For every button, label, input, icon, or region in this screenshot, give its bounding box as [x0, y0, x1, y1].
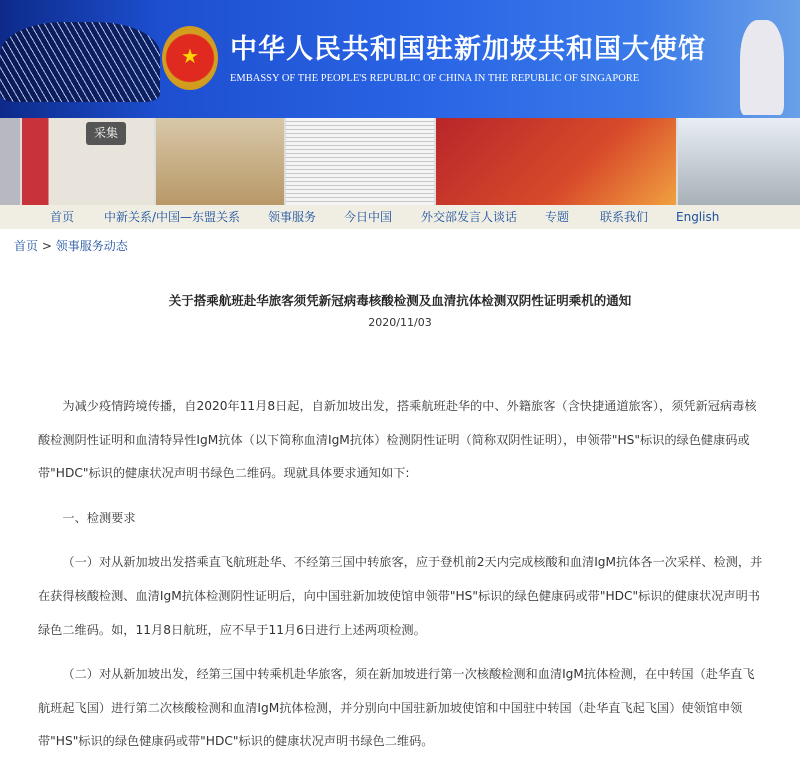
carousel-photo[interactable] — [0, 118, 20, 205]
breadcrumb-home[interactable]: 首页 — [14, 239, 39, 253]
main-nav — [0, 205, 800, 229]
merlion-image — [740, 20, 784, 115]
site-title-cn: 中华人民共和国驻新加坡共和国大使馆 — [230, 34, 706, 65]
breadcrumb-current[interactable]: 领事服务动态 — [55, 239, 128, 253]
carousel-photo[interactable] — [436, 118, 676, 205]
article-date: 2020/11/03 — [368, 316, 432, 329]
section-heading: 一、检测要求 — [62, 510, 136, 525]
carousel-photo[interactable] — [678, 118, 800, 205]
national-emblem-icon: ★ — [162, 26, 218, 90]
nav-contact-us[interactable]: 联系我们 — [600, 210, 649, 224]
nav-home[interactable]: 首页 — [50, 210, 75, 224]
article-paragraph: （二）对从新加坡出发，经第三国中转乘机赴华旅客，须在新加坡进行第一次核酸检测和血清IgM抗体检测，在中转国（赴华直飞航班起飞国）进行第二次核酸检测和血清IgM抗体检测，并分别向中国驻新加坡使馆和中国驻中转国（赴华直飞起飞国）使领馆申领带"HS"标识的绿色健康码或带"HDC"标识的健康状况声明书绿色二维码。 — [38, 667, 755, 749]
breadcrumb — [14, 238, 128, 254]
nav-consular-services[interactable]: 领事服务 — [268, 210, 317, 224]
nav-china-singapore-relations[interactable]: 中新关系/中国—东盟关系 — [104, 210, 241, 224]
nav-topics[interactable]: 专题 — [545, 210, 570, 224]
carousel-photo[interactable] — [286, 118, 434, 205]
breadcrumb-separator: > — [38, 239, 56, 253]
site-title-en: EMBASSY OF THE PEOPLE'S REPUBLIC OF CHINA IN THE REPUBLIC OF SINGAPORE — [230, 73, 640, 84]
site-banner — [0, 0, 800, 118]
article-paragraph: （一）对从新加坡出发搭乘直飞航班赴华、不经第三国中转旅客，应于登机前2天内完成核酸和血清IgM抗体各一次采样、检测，并在获得核酸检测、血清IgM抗体检测阴性证明后，向中国驻新加坡使馆申领带"HS"标识的绿色健康码或带"HDC"标识的健康状况声明书绿色二维码。如，11月8日航班，应不早于11月6日进行上述两项检测。 — [38, 555, 763, 637]
birds-nest-stadium-image — [0, 22, 160, 102]
nav-english[interactable]: English — [676, 210, 720, 224]
carousel-photo[interactable] — [156, 118, 284, 205]
article-paragraph: 为减少疫情跨境传播，自2020年11月8日起，自新加坡出发，搭乘航班赴华的中、外籍旅客（含快捷通道旅客），须凭新冠病毒核酸检测阴性证明和血清特异性IgM抗体（以下简称血清IgM抗体）检测阴性证明（简称双阴性证明），申领带"HS"标识的绿色健康码或带"HDC"标识的健康状况声明书绿色二维码。现就具体要求通知如下: — [38, 399, 757, 481]
nav-spokesperson[interactable]: 外交部发言人谈话 — [421, 210, 518, 224]
article-title: 关于搭乘航班赴华旅客须凭新冠病毒核酸检测及血清抗体检测双阴性证明乘机的通知 — [168, 293, 632, 308]
article-body — [38, 390, 766, 770]
capture-overlay-button[interactable]: 采集 — [86, 122, 126, 145]
nav-today-china[interactable]: 今日中国 — [344, 210, 393, 224]
